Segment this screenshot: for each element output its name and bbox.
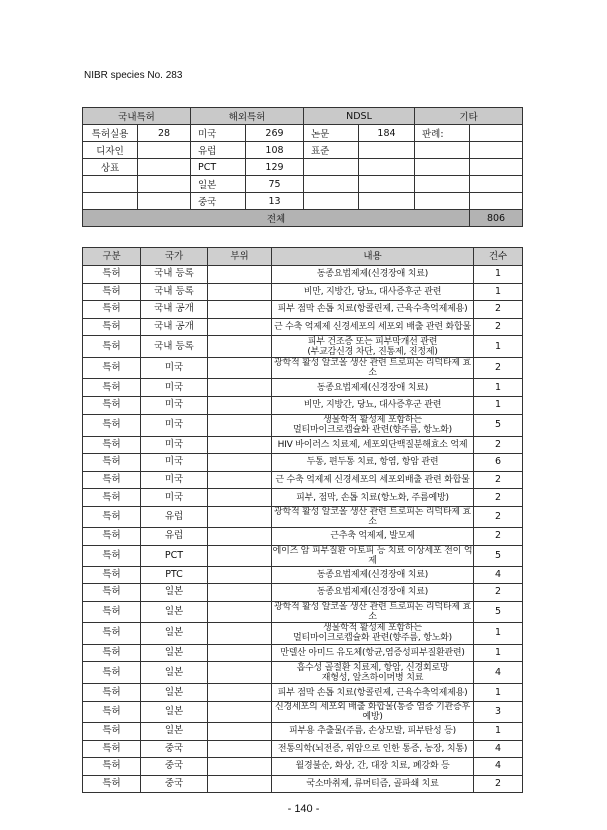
table-row [83,283,523,301]
content-cell [272,775,474,793]
summary-cell: 특허실용 [83,125,138,142]
summary-row [83,159,523,176]
column-header: 건수 [474,248,523,266]
summary-row [83,193,523,210]
summary-cell [470,142,523,159]
country-cell: 국내 공개 [141,318,208,336]
summary-cell [470,193,523,210]
summary-cell: 13 [246,193,304,210]
count-cell: 5 [474,601,523,622]
count-cell: 1 [474,684,523,702]
summary-cell: 논문 [304,125,359,142]
part-cell [208,662,272,684]
table-row [83,701,523,722]
detail-header-row [83,248,523,266]
count-cell: 2 [474,489,523,507]
table-row [83,545,523,566]
content-cell [272,545,474,566]
summary-cell [359,176,415,193]
count-cell: 4 [474,758,523,776]
summary-group-header: 국내특허 [83,108,191,125]
count-cell: 2 [474,527,523,545]
summary-cell [83,176,138,193]
content-line: 피부용 추출물(주름, 손상모발, 피부탄성 등) [289,726,456,737]
summary-cell: 유럽 [191,142,246,159]
content-cell [272,584,474,602]
type-cell: 특허 [83,379,141,397]
count-cell: 1 [474,396,523,414]
country-cell: 일본 [141,684,208,702]
content-cell [272,506,474,527]
summary-cell [138,176,191,193]
part-cell [208,584,272,602]
content-line: 신경세포의 세포외 배출 화합물(통증 염증 기관증후 예방) [275,701,470,722]
content-line: 광학적 활성 알코올 생산 관련 트로피논 리덕타제 효소 [273,506,471,527]
content-line: 피부 점막 손톱 치료(항콜린제, 근육수축억제제용) [277,687,468,698]
country-cell: 국내 공개 [141,301,208,319]
summary-cell [415,142,470,159]
table-row [83,722,523,740]
content-cell [272,684,474,702]
content-cell [272,414,474,436]
summary-table [82,107,523,227]
content-line: 에이즈 암 피부질환 아토피 등 치료 이상세포 전이 억제 [272,545,473,566]
content-line: 피부 건조증 또는 피부막개선 관련 [307,336,438,347]
content-line: 국소마취제, 류머티즘, 골파쇄 치료 [306,778,439,789]
country-cell: 미국 [141,436,208,454]
content-line: 근추축 억제제, 발모제 [330,531,415,542]
count-cell: 1 [474,722,523,740]
part-cell [208,489,272,507]
content-line: HIV 바이러스 치료제, 세포외단백질분해효소 억제 [277,439,468,450]
column-header: 부위 [208,248,272,266]
content-line: 피부, 점막, 손톱 치료(항노화, 주름예방) [296,492,449,503]
type-cell: 특허 [83,584,141,602]
part-cell [208,527,272,545]
count-cell: 1 [474,622,523,644]
part-cell [208,722,272,740]
part-cell [208,566,272,584]
table-row [83,622,523,644]
content-cell [272,740,474,758]
country-cell: 일본 [141,584,208,602]
table-row [83,379,523,397]
content-line: 멀티마이크로캡슐화 관련(향주름, 항노화) [292,425,452,436]
part-cell [208,358,272,379]
country-cell: 중국 [141,758,208,776]
content-cell [272,527,474,545]
content-cell [272,622,474,644]
summary-cell: 28 [138,125,191,142]
type-cell: 특허 [83,358,141,379]
content-line: 멀티마이크로캡슐화 관련(향주름, 항노화) [292,633,452,644]
count-cell: 2 [474,471,523,489]
country-cell: PCT [141,545,208,566]
count-cell: 2 [474,301,523,319]
country-cell: 중국 [141,775,208,793]
table-row [83,758,523,776]
content-line: 비만, 지방간, 당뇨, 대사증후군 관련 [303,400,442,411]
count-cell: 5 [474,545,523,566]
summary-cell: 75 [246,176,304,193]
content-line: 광학적 활성 알코올 생산 관련 트로피논 리덕타제 효소 [273,601,471,622]
summary-row [83,142,523,159]
content-cell [272,336,474,358]
table-row [83,527,523,545]
table-row [83,318,523,336]
part-cell [208,396,272,414]
summary-group-header: 해외특허 [191,108,304,125]
summary-cell [359,142,415,159]
country-cell: 일본 [141,701,208,722]
country-cell: 미국 [141,471,208,489]
summary-group-header: NDSL [304,108,415,125]
content-line: 재형성, 알츠하이머병 치료 [321,672,424,683]
country-cell: 유럽 [141,506,208,527]
count-cell: 1 [474,283,523,301]
type-cell: 특허 [83,454,141,472]
summary-cell: 상표 [83,159,138,176]
part-cell [208,506,272,527]
column-header: 국가 [141,248,208,266]
table-row [83,414,523,436]
count-cell: 4 [474,566,523,584]
type-cell: 특허 [83,622,141,644]
part-cell [208,758,272,776]
table-row [83,301,523,319]
table-row [83,358,523,379]
content-line: 동종요법제제(신경장애 치료) [316,269,429,280]
part-cell [208,436,272,454]
content-line: 생물학적 활성제 포함하는 [323,623,422,634]
type-cell: 특허 [83,775,141,793]
type-cell: 특허 [83,283,141,301]
country-cell: 유럽 [141,527,208,545]
country-cell: 일본 [141,722,208,740]
type-cell: 특허 [83,722,141,740]
type-cell: 특허 [83,545,141,566]
table-row [83,662,523,684]
content-cell [272,396,474,414]
content-cell [272,318,474,336]
summary-cell [138,142,191,159]
table-row [83,436,523,454]
country-cell: 미국 [141,414,208,436]
summary-cell: 일본 [191,176,246,193]
summary-cell [415,176,470,193]
type-cell: 특허 [83,566,141,584]
content-cell [272,283,474,301]
content-line: 광학적 활성 알코올 생산 관련 트로피논 리덕타제 효소 [273,358,471,379]
count-cell: 5 [474,414,523,436]
table-row [83,266,523,284]
type-cell: 특허 [83,684,141,702]
document-header: NIBR species No. 283 [84,70,183,81]
count-cell: 2 [474,506,523,527]
content-line: 만델산 아미드 유도체(항균,염증성피부질환관련) [280,648,465,659]
summary-cell [138,159,191,176]
type-cell: 특허 [83,758,141,776]
part-cell [208,379,272,397]
country-cell: 미국 [141,358,208,379]
content-line: 두통, 편두통 치료, 항염, 항암 관련 [306,457,439,468]
type-cell: 특허 [83,396,141,414]
part-cell [208,301,272,319]
table-row [83,396,523,414]
summary-cell [359,159,415,176]
summary-cell: 269 [246,125,304,142]
country-cell: 미국 [141,454,208,472]
table-row [83,644,523,662]
country-cell: 중국 [141,740,208,758]
part-cell [208,454,272,472]
type-cell: 특허 [83,436,141,454]
count-cell: 1 [474,379,523,397]
part-cell [208,601,272,622]
part-cell [208,283,272,301]
summary-cell: PCT [191,159,246,176]
part-cell [208,266,272,284]
part-cell [208,701,272,722]
summary-cell: 미국 [191,125,246,142]
part-cell [208,545,272,566]
type-cell: 특허 [83,740,141,758]
part-cell [208,318,272,336]
type-cell: 특허 [83,662,141,684]
content-line: 동종요법제제(신경장애 치료) [316,569,429,580]
part-cell [208,644,272,662]
type-cell: 특허 [83,318,141,336]
summary-header-row [83,108,523,125]
summary-cell [138,193,191,210]
type-cell: 특허 [83,701,141,722]
content-cell [272,722,474,740]
content-line: 생물학적 활성제 포함하는 [323,415,422,426]
country-cell: 일본 [141,601,208,622]
country-cell: 일본 [141,644,208,662]
content-cell [272,601,474,622]
type-cell: 특허 [83,644,141,662]
part-cell [208,775,272,793]
part-cell [208,336,272,358]
type-cell: 특허 [83,336,141,358]
table-row [83,454,523,472]
summary-row [83,176,523,193]
content-line: (부교감신경 차단, 진통제, 진정제) [307,346,438,357]
summary-cell [470,125,523,142]
country-cell: 미국 [141,396,208,414]
content-cell [272,471,474,489]
summary-cell: 108 [246,142,304,159]
table-row [83,506,523,527]
summary-cell [415,193,470,210]
country-cell: 국내 등록 [141,336,208,358]
type-cell: 특허 [83,527,141,545]
table-row [83,584,523,602]
table-row [83,489,523,507]
content-line: 근 수축 억제제 신경세포의 세포외배출 관련 화합물 [275,475,470,486]
summary-total-row [83,210,523,227]
count-cell: 2 [474,775,523,793]
country-cell: 미국 [141,489,208,507]
country-cell: 미국 [141,379,208,397]
type-cell: 특허 [83,414,141,436]
content-line: 피부 점막 손톱 치료(항콜린제, 근육수축억제제용) [277,304,468,315]
content-cell [272,489,474,507]
summary-cell: 129 [246,159,304,176]
country-cell: 국내 등록 [141,283,208,301]
type-cell: 특허 [83,489,141,507]
summary-cell [304,193,359,210]
table-row [83,336,523,358]
content-line: 전통의학(뇌전증, 위암으로 인한 통증, 농장, 치통) [277,743,468,754]
content-cell [272,301,474,319]
content-cell [272,701,474,722]
table-row [83,775,523,793]
summary-cell: 표준 [304,142,359,159]
summary-cell [304,159,359,176]
content-cell [272,566,474,584]
country-cell: 일본 [141,662,208,684]
table-row [83,471,523,489]
count-cell: 2 [474,584,523,602]
count-cell: 1 [474,336,523,358]
content-cell [272,758,474,776]
summary-cell: 판례: [415,125,470,142]
content-cell [272,358,474,379]
content-cell [272,454,474,472]
page-number: - 140 - [287,803,320,815]
summary-cell [470,159,523,176]
table-row [83,566,523,584]
content-cell [272,379,474,397]
content-line: 월경불순, 화상, 간, 대장 치료, 폐강화 등 [295,761,450,772]
summary-cell [83,193,138,210]
content-cell [272,662,474,684]
summary-group-header: 기타 [415,108,523,125]
summary-cell [359,193,415,210]
count-cell: 3 [474,701,523,722]
summary-cell [470,176,523,193]
content-line: 비만, 지방간, 당뇨, 대사증후군 관련 [303,286,442,297]
content-cell [272,644,474,662]
detail-table [82,247,523,793]
count-cell: 4 [474,740,523,758]
summary-cell [415,159,470,176]
count-cell: 2 [474,436,523,454]
type-cell: 특허 [83,266,141,284]
summary-cell: 184 [359,125,415,142]
content-line: 흡수성 골절환 치료제, 항암, 신경회로망 [296,662,449,673]
summary-cell: 중국 [191,193,246,210]
part-cell [208,684,272,702]
type-cell: 특허 [83,301,141,319]
content-cell [272,436,474,454]
part-cell [208,740,272,758]
part-cell [208,471,272,489]
count-cell: 1 [474,266,523,284]
part-cell [208,414,272,436]
count-cell: 1 [474,644,523,662]
content-line: 동종요법제제(신경장애 치료) [316,382,429,393]
table-row [83,684,523,702]
total-value: 806 [470,210,523,227]
table-row [83,601,523,622]
table-row [83,740,523,758]
summary-row [83,125,523,142]
country-cell: 국내 등록 [141,266,208,284]
content-line: 동종요법제제(신경장애 치료) [316,587,429,598]
summary-cell [304,176,359,193]
count-cell: 2 [474,358,523,379]
country-cell: 일본 [141,622,208,644]
summary-cell: 디자인 [83,142,138,159]
type-cell: 특허 [83,506,141,527]
content-line: 근 수축 억제제 신경세포의 세포외 배출 관련 화합물 [273,322,471,333]
part-cell [208,622,272,644]
column-header: 내용 [272,248,474,266]
type-cell: 특허 [83,601,141,622]
country-cell: PTC [141,566,208,584]
count-cell: 2 [474,318,523,336]
count-cell: 6 [474,454,523,472]
total-label: 전체 [83,210,470,227]
type-cell: 특허 [83,471,141,489]
count-cell: 4 [474,662,523,684]
column-header: 구분 [83,248,141,266]
content-cell [272,266,474,284]
